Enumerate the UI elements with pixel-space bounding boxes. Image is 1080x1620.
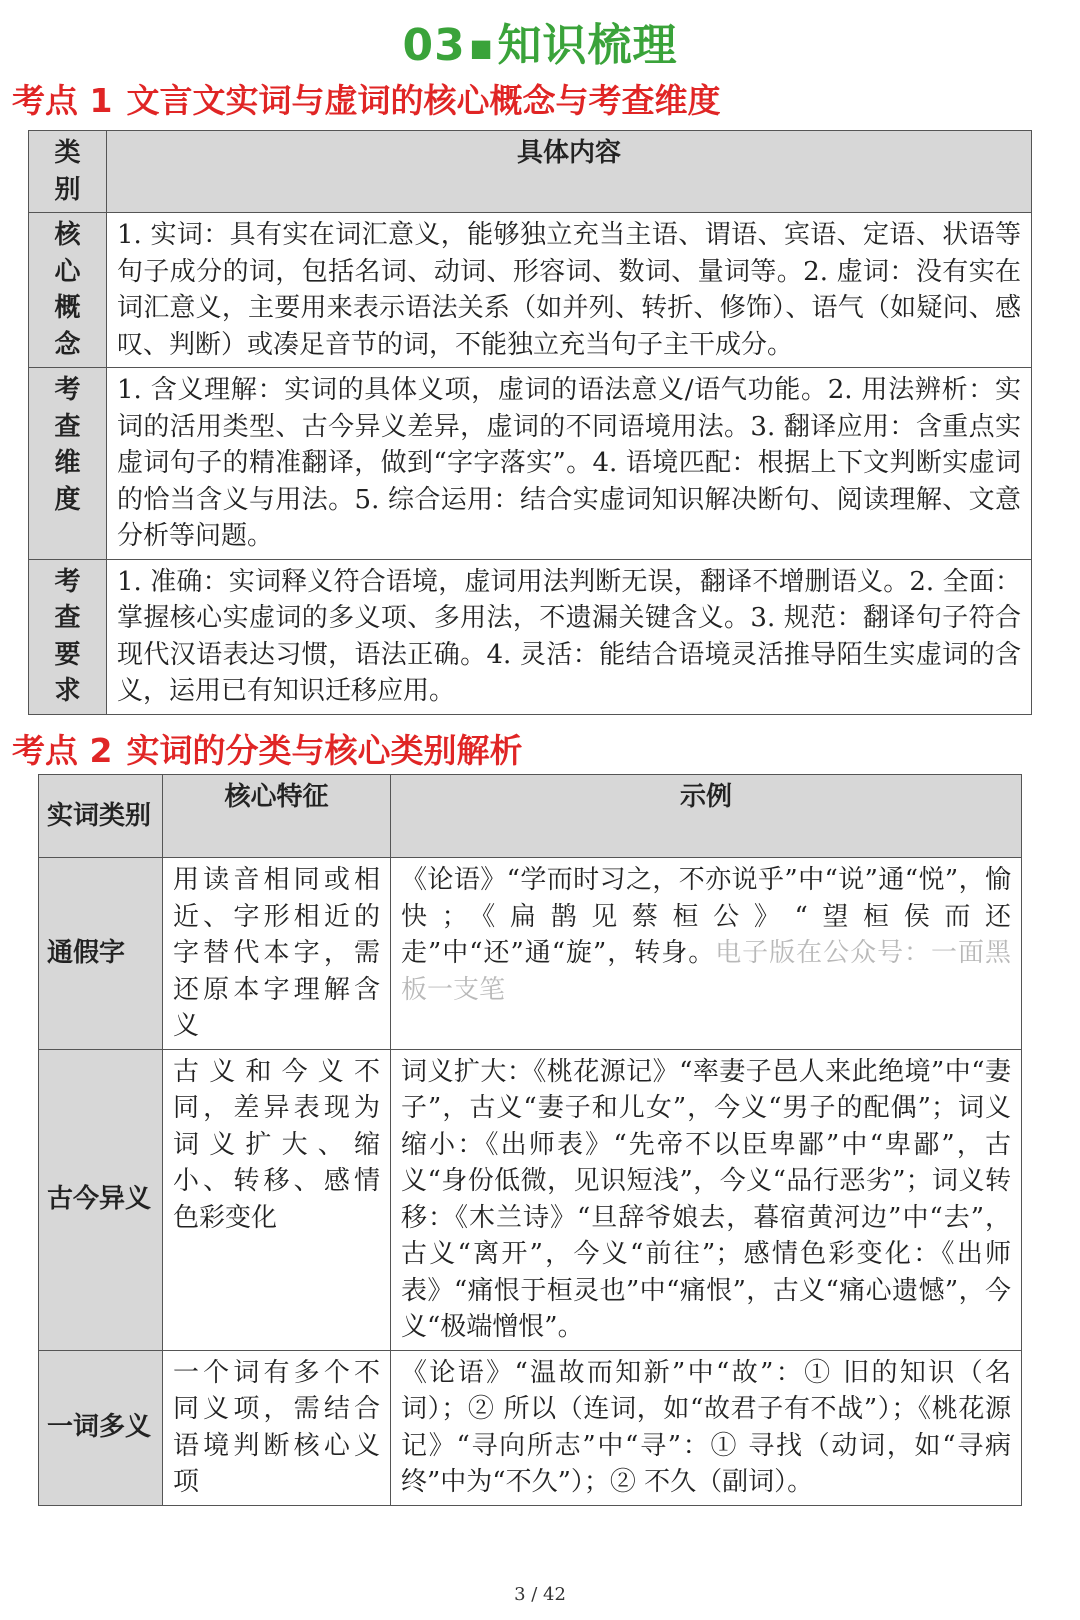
row-example: 词义扩大：《桃花源记》“率妻子邑人来此绝境”中“妻子”，古义“妻子和儿女”，今义“男子的配偶”；词义缩小：《出师表》“先帝不以臣卑鄙”中“卑鄙”，古义“身份低微，见识短浅”，今义“品行恶劣”；词义转移：《木兰诗》“旦辞爷娘去，暮宿黄河边”中“去”，古义“离开”，今义“前往”；感情色彩变化：《出师表》“痛恨于桓灵也”中“痛恨”，古义“痛心遗憾”，今义“极端憎恨”。 (391, 1049, 1022, 1350)
title-prefix: 03 (402, 20, 466, 71)
header-content: 具体内容 (107, 131, 1032, 213)
table-header-row (29, 131, 1032, 213)
page-title (0, 18, 1080, 76)
row-category: 核心概念 (29, 213, 107, 368)
header-example: 示例 (391, 775, 1022, 858)
table-header-row (39, 775, 1022, 858)
example-text: 《论语》“学而时习之，不亦说乎”中“说”通“悦”，愉快；《扁鹊见蔡桓公》“望桓侯而还走”中“还”通“旋”，转身。 (401, 865, 1011, 968)
row-category: 通假字 (39, 858, 163, 1050)
row-category: 考查维度 (29, 368, 107, 560)
header-category: 实词类别 (39, 775, 163, 858)
header-feature: 核心特征 (163, 775, 391, 858)
row-feature: 用读音相同或相近、字形相近的字替代本字，需还原本字理解含义 (163, 858, 391, 1050)
row-category: 一词多义 (39, 1350, 163, 1505)
section-1-title: 文言文实词与虚词的核心概念与考查维度 (126, 81, 721, 120)
row-feature: 古义和今义不同，差异表现为词义扩大、缩小、转移、感情色彩变化 (163, 1049, 391, 1350)
watermark-text: 电子版在公众号：一面黑板一支笔 (401, 938, 1011, 1005)
table-row (29, 559, 1032, 714)
section-2-heading (12, 730, 522, 772)
word-category-table (38, 774, 1022, 1506)
table-row (39, 858, 1022, 1050)
row-category: 考查要求 (29, 559, 107, 714)
concept-table (28, 130, 1032, 715)
row-content: 1. 实词：具有实在词汇意义，能够独立充当主语、谓语、宾语、定语、状语等句子成分的词，包括名词、动词、形容词、数词、量词等。2. 虚词：没有实在词汇意义，主要用来表示语法关系（如并列、转折、修饰）、语气（如疑问、感叹、判断）或凑足音节的词，不能独立充当句子主干成分。 (107, 213, 1032, 368)
row-example: 《论语》“温故而知新”中“故”：① 旧的知识（名词）；② 所以（连词，如“故君子有不战”）；《桃花源记》“寻向所志”中“寻”：① 寻找（动词，如“寻病终”中为“不久”）；② 不久（副词）。 (391, 1350, 1022, 1505)
table-row (29, 368, 1032, 560)
table-row (39, 1049, 1022, 1350)
section-2-label: 考点 2 (12, 731, 113, 770)
section-2-title: 实词的分类与核心类别解析 (126, 731, 523, 770)
row-example (391, 858, 1022, 1050)
table-row (29, 213, 1032, 368)
row-category: 古今异义 (39, 1049, 163, 1350)
page-number: 3 / 42 (514, 1584, 566, 1605)
table-row (39, 1350, 1022, 1505)
row-content: 1. 准确：实词释义符合语境，虚词用法判断无误，翻译不增删语义。2. 全面：掌握核心实虚词的多义项、多用法，不遗漏关键含义。3. 规范：翻译句子符合现代汉语表达习惯，语法正确。4. 灵活：能结合语境灵活推导陌生实虚词的含义，运用已有知识迁移应用。 (107, 559, 1032, 714)
title-text: 知识梳理 (497, 20, 678, 71)
header-category: 类别 (29, 131, 107, 213)
row-content: 1. 含义理解：实词的具体义项，虚词的语法意义/语气功能。2. 用法辨析：实词的活用类型、古今异义差异，虚词的不同语境用法。3. 翻译应用：含重点实虚词句子的精准翻译，做到“字字落实”。4. 语境匹配：根据上下文判断实虚词的恰当含义与用法。5. 综合运用：结合实虚词知识解决断句、阅读理解、文意分析等问题。 (107, 368, 1032, 560)
section-1-heading (12, 80, 720, 122)
section-1-label: 考点 1 (12, 81, 113, 120)
title-dot: ■ (469, 34, 494, 62)
row-feature: 一个词有多个不同义项，需结合语境判断核心义项 (163, 1350, 391, 1505)
